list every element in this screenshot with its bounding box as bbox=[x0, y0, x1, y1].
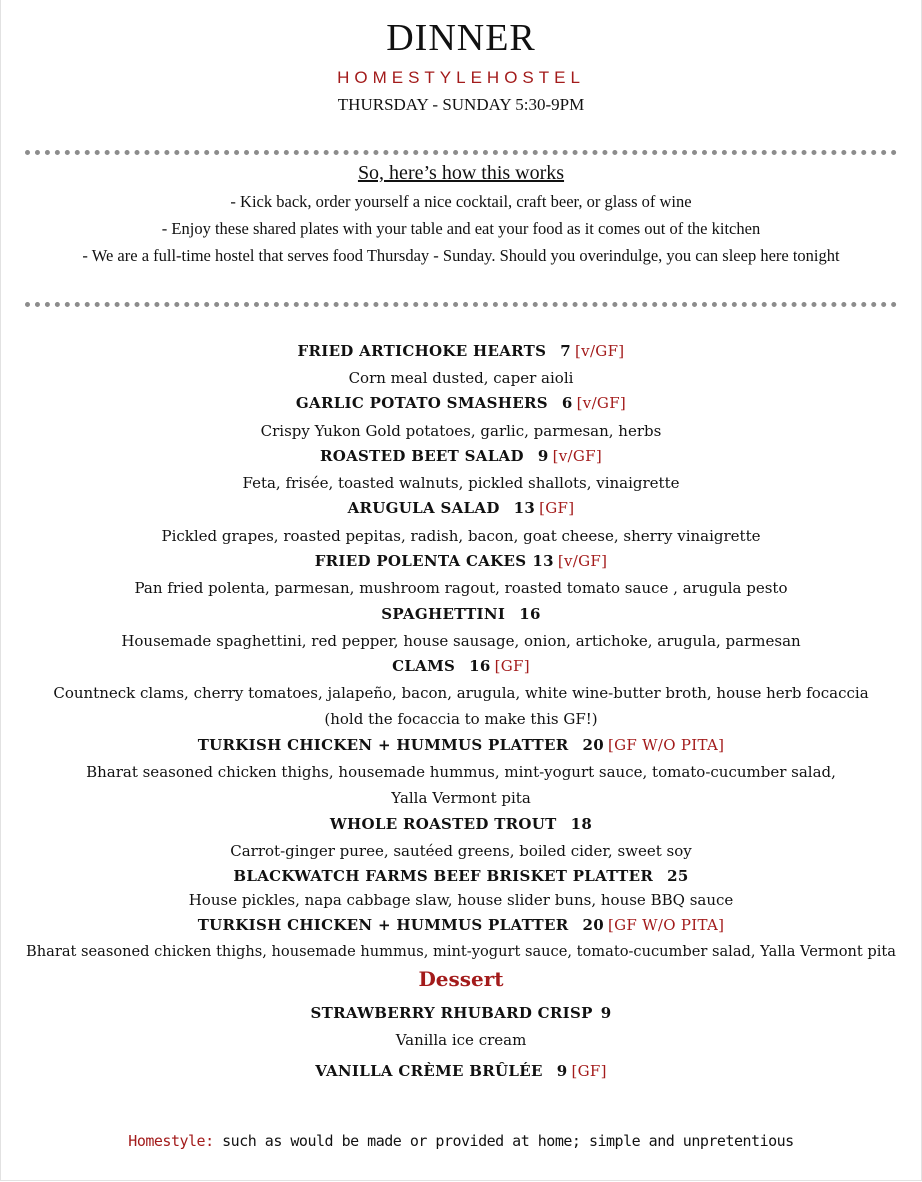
dish-price: 9 bbox=[537, 447, 549, 465]
dish-price: 13 bbox=[513, 499, 536, 517]
dessert-tag: [GF] bbox=[571, 1062, 607, 1080]
dish-tag: [v/GF] bbox=[557, 552, 608, 570]
dish-name bbox=[1, 499, 921, 517]
dish-title: ROASTED BEET SALAD bbox=[319, 447, 524, 465]
dish-tag: [GF] bbox=[494, 657, 530, 675]
dish-title: ARUGULA SALAD bbox=[347, 499, 500, 517]
dish-tag: [v/GF] bbox=[552, 447, 602, 465]
restaurant-name: HOMESTYLEHOSTEL bbox=[337, 68, 585, 87]
dish-description: House pickles, napa cabbage slaw, house slider buns, house BBQ sauce bbox=[188, 891, 734, 909]
dish-description-note: (hold the focaccia to make this GF!) bbox=[324, 710, 598, 728]
dessert-name bbox=[1, 1062, 921, 1080]
dish-tag: [v/GF] bbox=[575, 342, 625, 360]
dessert-name bbox=[1, 1004, 921, 1022]
dish-title: FRIED POLENTA CAKES bbox=[314, 552, 527, 570]
footer-definition bbox=[1, 1132, 921, 1150]
how-it-works-line: - Enjoy these shared plates with your table and eat your food as it comes out of the kitchen bbox=[161, 219, 761, 238]
dish-price: 13 bbox=[532, 552, 554, 570]
dish-price: 20 bbox=[582, 736, 604, 754]
dish-tag: [v/GF] bbox=[576, 394, 627, 412]
dish-description: Crispy Yukon Gold potatoes, garlic, parmesan, herbs bbox=[260, 422, 662, 440]
dish-name bbox=[1, 447, 921, 465]
dessert-price: 9 bbox=[600, 1004, 612, 1022]
how-it-works-heading: So, here’s how this works bbox=[357, 162, 565, 184]
dessert-title: STRAWBERRY RHUBARD CRISP bbox=[310, 1004, 593, 1022]
footer-text: such as would be made or provided at home; simple and unpretentious bbox=[213, 1132, 794, 1150]
how-it-works-line: - Kick back, order yourself a nice cocktail, craft beer, or glass of wine bbox=[230, 192, 692, 211]
dish-title: TURKISH CHICKEN + HUMMUS PLATTER bbox=[197, 736, 569, 754]
how-it-works-line: - We are a full-time hostel that serves food Thursday - Sunday. Should you overindulge, you can sleep here tonight bbox=[82, 246, 840, 265]
dish-price: 16 bbox=[469, 657, 491, 675]
dish-title: SPAGHETTINI bbox=[381, 605, 506, 623]
dish-description: Bharat seasoned chicken thighs, housemade hummus, mint-yogurt sauce, tomato-cucumber salad, Yalla Vermont pita bbox=[26, 943, 896, 960]
dish-description: Bharat seasoned chicken thighs, housemade hummus, mint-yogurt sauce, tomato-cucumber salad, bbox=[86, 763, 836, 781]
dish-name bbox=[1, 605, 921, 623]
dessert-title: VANILLA CRÈME BRÛLÉE bbox=[315, 1062, 543, 1080]
menu-title: DINNER bbox=[386, 17, 536, 59]
dish-description: Pan fried polenta, parmesan, mushroom ragout, roasted tomato sauce , arugula pesto bbox=[134, 579, 788, 597]
dish-name bbox=[1, 342, 921, 360]
dessert-price: 9 bbox=[556, 1062, 568, 1080]
dotted-divider-bottom bbox=[25, 302, 897, 307]
dish-name bbox=[1, 394, 921, 412]
dish-price: 6 bbox=[561, 394, 573, 412]
dish-title: GARLIC POTATO SMASHERS bbox=[295, 394, 548, 412]
dish-title: TURKISH CHICKEN + HUMMUS PLATTER bbox=[197, 916, 569, 934]
dish-name bbox=[1, 916, 921, 934]
dish-description: Feta, frisée, toasted walnuts, pickled shallots, vinaigrette bbox=[242, 474, 680, 492]
dish-description: Countneck clams, cherry tomatoes, jalapeño, bacon, arugula, white wine-butter broth, house herb focaccia bbox=[53, 684, 869, 702]
dessert-description: Vanilla ice cream bbox=[395, 1031, 527, 1049]
footer-word: Homestyle: bbox=[128, 1132, 214, 1150]
dish-title: BLACKWATCH FARMS BEEF BRISKET PLATTER bbox=[233, 867, 654, 885]
service-hours: THURSDAY - SUNDAY 5:30-9PM bbox=[337, 95, 585, 114]
dish-tag: [GF W/O PITA] bbox=[607, 736, 725, 754]
dish-title: WHOLE ROASTED TROUT bbox=[329, 815, 557, 833]
dish-price: 16 bbox=[519, 605, 541, 623]
dish-name bbox=[1, 552, 921, 570]
dish-description: Carrot-ginger puree, sautéed greens, boiled cider, sweet soy bbox=[230, 842, 692, 860]
dish-description: Housemade spaghettini, red pepper, house sausage, onion, artichoke, arugula, parmesan bbox=[121, 632, 801, 650]
dish-name bbox=[1, 815, 921, 833]
dish-name bbox=[1, 657, 921, 675]
dish-name bbox=[1, 736, 921, 754]
dish-name bbox=[1, 867, 921, 885]
dish-description: Corn meal dusted, caper aioli bbox=[348, 369, 574, 387]
dish-title: FRIED ARTICHOKE HEARTS bbox=[297, 342, 547, 360]
dish-description: Pickled grapes, roasted pepitas, radish, bacon, goat cheese, sherry vinaigrette bbox=[161, 527, 761, 545]
dish-title: CLAMS bbox=[392, 657, 456, 675]
dish-tag: [GF W/O PITA] bbox=[607, 916, 725, 934]
dish-price: 7 bbox=[560, 342, 572, 360]
dish-price: 20 bbox=[582, 916, 604, 934]
dish-tag: [GF] bbox=[539, 499, 575, 517]
dessert-heading: Dessert bbox=[418, 967, 504, 991]
dish-price: 25 bbox=[667, 867, 689, 885]
dish-price: 18 bbox=[570, 815, 593, 833]
dish-description-cont: Yalla Vermont pita bbox=[391, 789, 531, 807]
dotted-divider-top bbox=[25, 150, 897, 155]
